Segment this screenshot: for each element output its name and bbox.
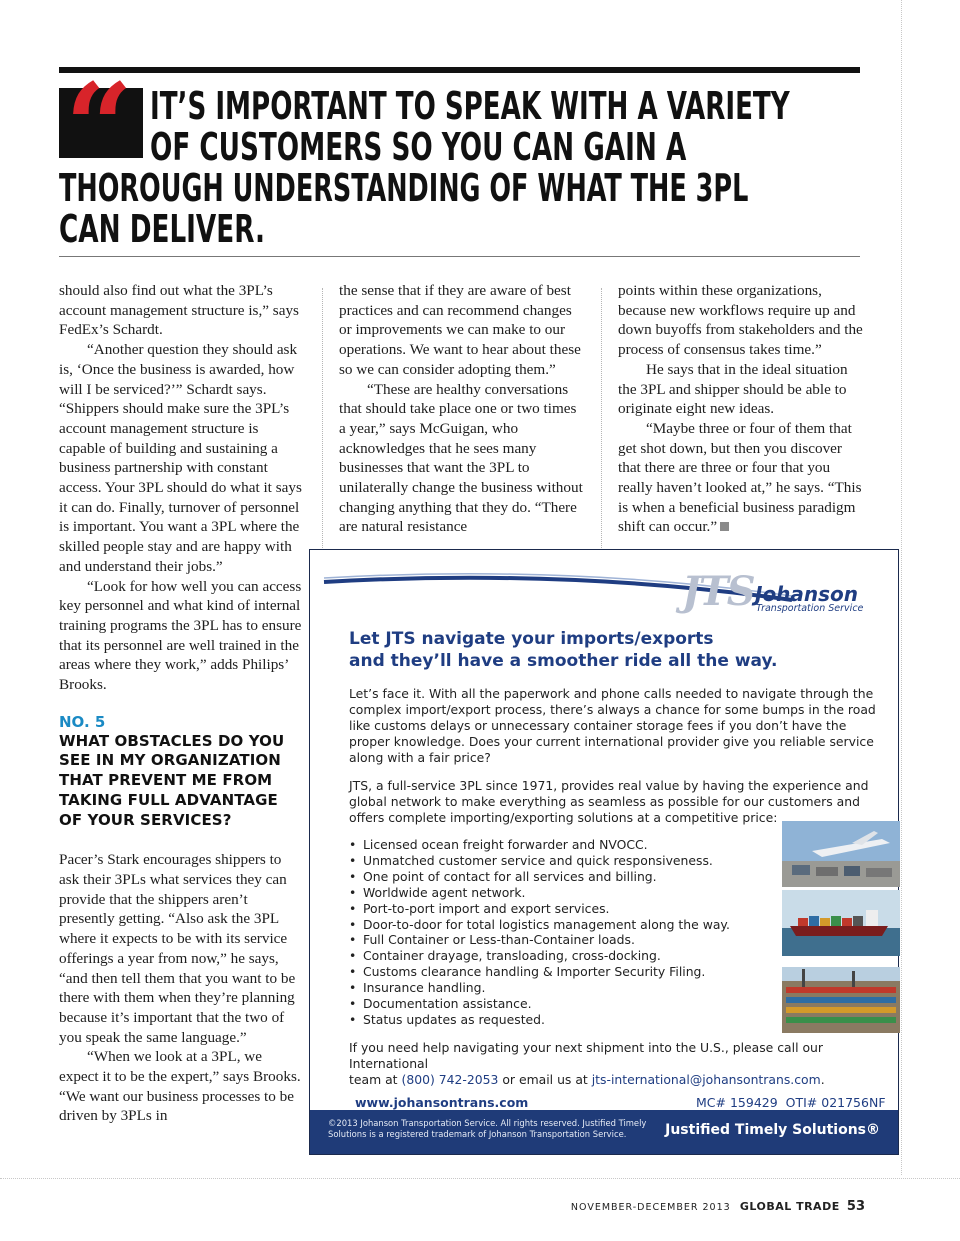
oti-number: OTI# 021756NF [785, 1095, 886, 1110]
phone-number[interactable]: (800) 742-2053 [401, 1072, 499, 1087]
col3-paragraph-1: points within these organizations, because new workflows require up and down buyoffs from stakeholders and the process of consensus takes time.” [618, 282, 863, 359]
col3-paragraph-2: He says that in the ideal situation the 3PL and shipper should be able to originate eight new ideas. [618, 360, 848, 418]
list-item: • Full Container or Less-than-Container loads. [349, 932, 730, 948]
ad-copyright: ©2013 Johanson Transportation Service. All rights reserved. Justified Timely Solutions is a registered trademark of Johanson Transportation Service. [328, 1118, 647, 1139]
list-item: • Licensed ocean freight forwarder and NVOCC. [349, 837, 730, 853]
ad-tagline: Justified Timely Solutions® [665, 1122, 880, 1138]
col2-paragraph-2: “These are healthy conversations that should take place one or two times a year,” says McGuigan, who acknowledges that he sees many businesses that want the 3PL to unilaterally change the business without changing anything that they do. “There are natural resistance [339, 380, 583, 536]
section-question: WHAT OBSTACLES DO YOU SEE IN MY ORGANIZATION THAT PREVENT ME FROM TAKING FULL ADVANTAGE OF YOUR SERVICES? [59, 731, 285, 829]
list-item: • Port-to-port import and export services. [349, 901, 730, 917]
ad-paragraph-1: Let’s face it. With all the paperwork and phone calls needed to navigate through the complex import/export process, there’s always a chance for some bumps in the road like customs delays or unnecessary container storage fees if you don’t have the proper knowledge. Does your current international provider give you reliable service along with a fair price? [349, 686, 876, 765]
page-edge-guide [900, 0, 902, 1175]
johanson-advertisement[interactable] [309, 549, 899, 1155]
email-link[interactable]: jts-international@johansontrans.com [591, 1072, 821, 1087]
page-number: 53 [846, 1199, 865, 1214]
col1-paragraph-3: “Look for how well you can access key personnel and what kind of internal training programs the 3PL has to ensure that its personnel are well trained in the areas where they work,” adds Philips’ Brooks. [59, 577, 302, 694]
mc-number: MC# 159429 [696, 1095, 778, 1110]
pull-quote-rule [59, 256, 860, 257]
ad-closing-line-1: If you need help navigating your next shipment into the U.S., please call our International [349, 1040, 824, 1071]
port-containers-photo [782, 967, 900, 1033]
quote-mark-glyph: “ [65, 57, 125, 196]
list-item: • Container drayage, transloading, cross-docking. [349, 948, 730, 964]
ad-closing-text-b: or email us at [498, 1072, 592, 1087]
container-ship-photo [782, 890, 900, 956]
list-item: • Unmatched customer service and quick responsiveness. [349, 853, 730, 869]
top-rule [59, 67, 860, 73]
issue-date: NOVEMBER-DECEMBER 2013 [570, 1202, 731, 1213]
license-numbers [696, 1095, 886, 1110]
article-column-3 [618, 281, 864, 537]
ad-headline-line-2: and they’ll have a smoother ride all the way. [349, 651, 778, 671]
col1-paragraph-5: “When we look at a 3PL, we expect it to be the expert,” says Brooks. “We want our business processes to be driven by 3PLs in [59, 1048, 301, 1125]
col1-paragraph-2: “Another question they should ask is, ‘Once the business is awarded, how will I be serviced?’” Schardt says. “Shippers should make sure the 3PL’s account management structure is capable of building and sustaining a business partnership with constant access. Your 3PL should do what it says it can do. Finally, turnover of personnel is important. You want a 3PL where the skilled people stay and are happy with and understand their jobs.” [59, 341, 302, 575]
pull-quote-line-1: IT’S IMPORTANT TO SPEAK WITH A VARIETY [150, 84, 790, 128]
list-item: • Status updates as requested. [349, 1012, 730, 1028]
magazine-name: GLOBAL TRADE [739, 1200, 840, 1213]
end-mark-icon [720, 522, 729, 531]
list-item: • Customs clearance handling & Importer Security Filing. [349, 964, 730, 980]
article-column-1 [59, 281, 305, 1126]
list-item: • One point of contact for all services and billing. [349, 869, 730, 885]
page-folio [571, 1199, 865, 1214]
col3-paragraph-3 [618, 419, 864, 537]
list-item: • Insurance handling. [349, 980, 730, 996]
list-item: • Worldwide agent network. [349, 885, 730, 901]
ad-headline [349, 628, 777, 672]
jts-logo-mark: JTS [682, 568, 754, 615]
section-number: NO. 5 [59, 712, 106, 731]
column-divider-2 [601, 288, 602, 548]
column-divider-1 [322, 288, 323, 548]
logo-name: Johanson [755, 582, 859, 606]
website-link[interactable]: www.johansontrans.com [355, 1095, 529, 1110]
ad-closing-text-a: team at [349, 1072, 402, 1087]
quote-mark-icon [59, 57, 143, 196]
pull-quote-line-2: OF CUSTOMERS SO YOU CAN GAIN A [150, 125, 687, 169]
ad-paragraph-2: JTS, a full-service 3PL since 1971, provides real value by having the experience and global network to make everything as seamless as possible for our customers and offers complete importing/exporting solutions at a competitive price: [349, 778, 869, 825]
list-item: • Documentation assistance. [349, 996, 730, 1012]
ad-headline-line-1: Let JTS navigate your imports/exports [349, 629, 714, 649]
ad-closing [349, 1040, 884, 1088]
list-item: • Door-to-door for total logistics management along the way. [349, 917, 730, 933]
footer-rule [0, 1178, 960, 1179]
logo-subtitle: Transportation Service [756, 603, 864, 614]
ad-closing-text-c: . [820, 1072, 825, 1087]
ad-footer-bar [310, 1110, 898, 1154]
col1-paragraph-1: should also find out what the 3PL’s account management structure is,” says FedEx’s Schardt. [59, 282, 299, 339]
col3-paragraph-3-text: “Maybe three or four of them that get shot down, but then you discover that there are three or four that you really haven’t looked at,” he says. “This is when a beneficial business paradigm shift can occur.” [618, 419, 862, 536]
col1-paragraph-4: Pacer’s Stark encourages shippers to ask their 3PLs what services they can provide that the shippers aren’t presently getting. “Also ask the 3PL where it expects to be with its service offerings a year from now,” he says, “and then tell them that you want to be there with them when they’re planning because it’s important that the two of you speak the same language.” [59, 851, 296, 1046]
col2-paragraph-1: the sense that if they are aware of best practices and can recommend changes or improvements we can make to our operations. We want to hear about these so we can consider adopting them.” [339, 282, 581, 378]
pull-quote-line-4: CAN DELIVER. [59, 207, 265, 251]
airplane-cargo-photo [782, 821, 900, 887]
pull-quote-line-3: THOROUGH UNDERSTANDING OF WHAT THE 3PL [59, 166, 749, 210]
ad-services-list [349, 837, 730, 1028]
article-column-2 [339, 281, 585, 537]
